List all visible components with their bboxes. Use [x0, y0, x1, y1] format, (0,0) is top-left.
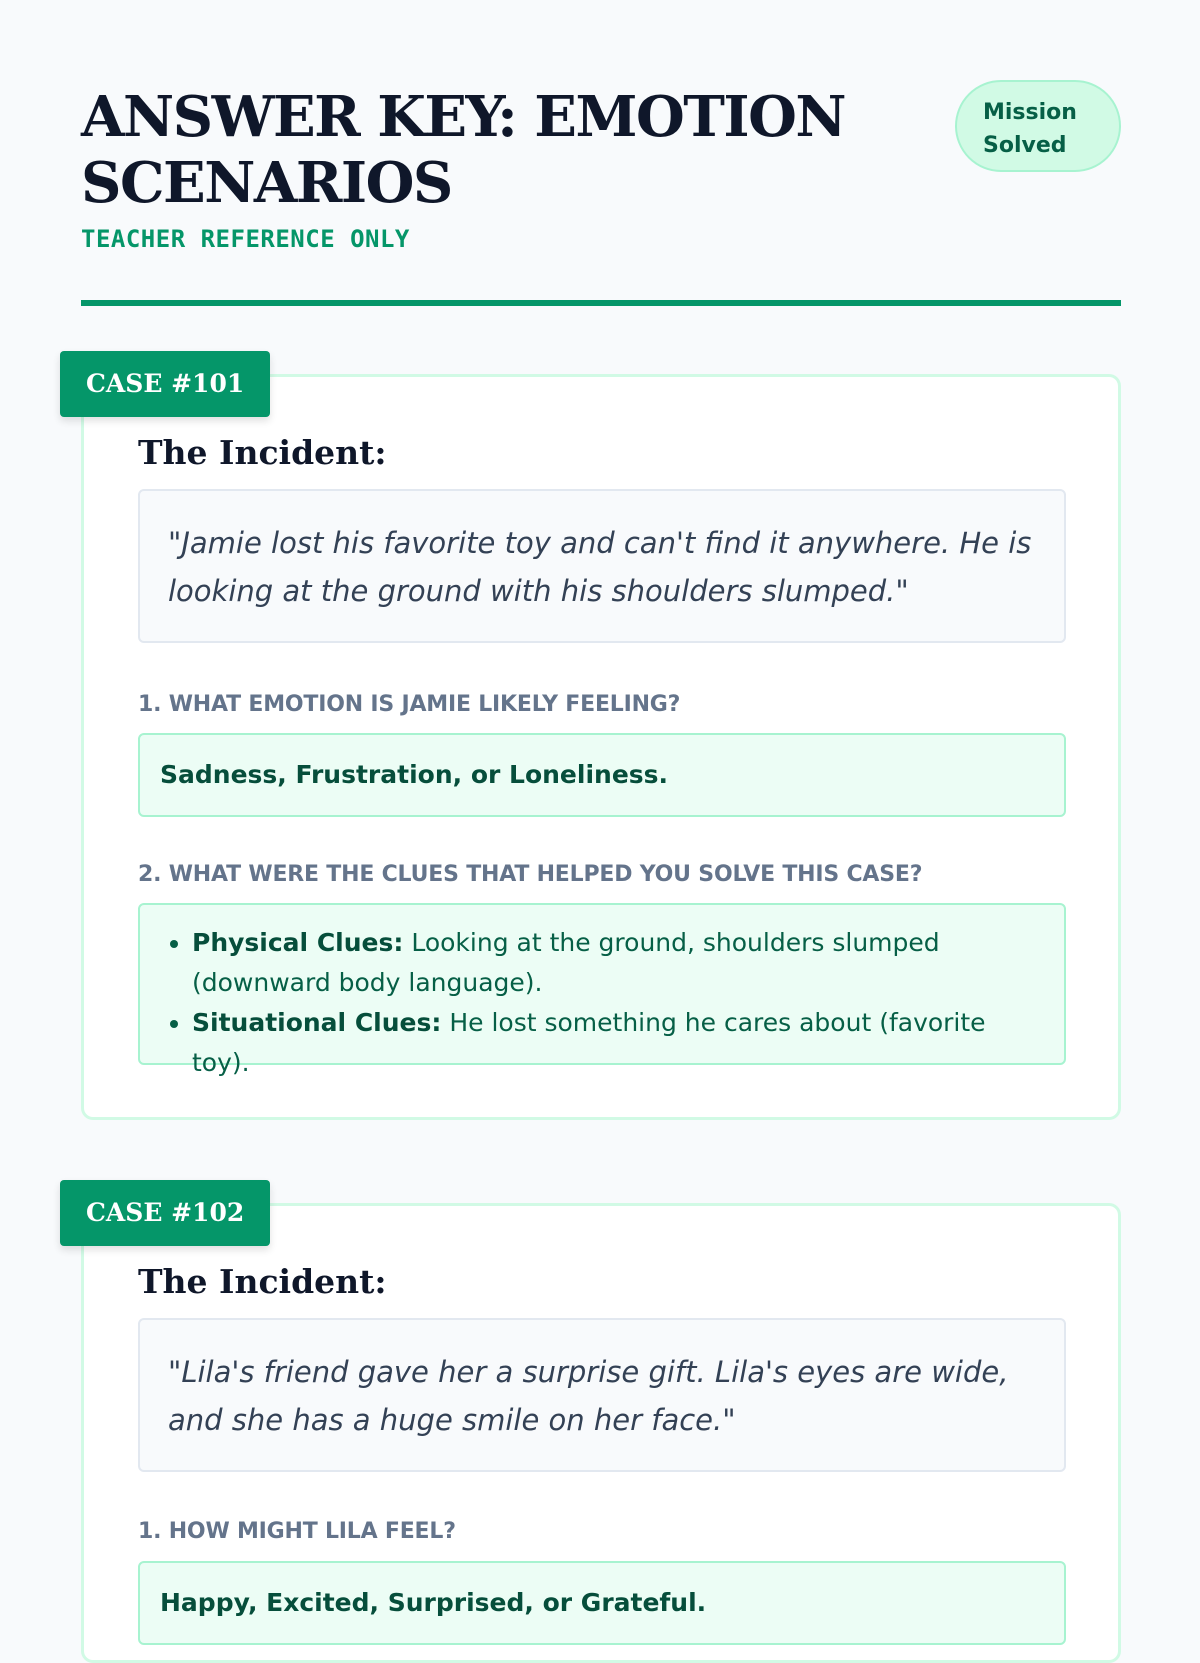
incident-heading: The Incident:: [138, 1262, 387, 1301]
question-2: 2. WHAT WERE THE CLUES THAT HELPED YOU SOLVE THIS CASE?: [138, 862, 923, 887]
page-subtitle: TEACHER REFERENCE ONLY: [81, 225, 410, 253]
clue-list: [140, 905, 1064, 1101]
clue-text: He lost something he cares about (favorite toy).: [192, 1008, 986, 1077]
page-title: ANSWER KEY: EMOTION SCENARIOS: [81, 84, 846, 216]
incident-quote: "Lila's friend gave her a surprise gift. Lila's eyes are wide, and she has a huge smile on her face.": [138, 1318, 1066, 1472]
mission-solved-badge: Mission Solved: [955, 80, 1121, 172]
clue-text: Looking at the ground, shoulders slumped (downward body language).: [192, 928, 940, 997]
answer-2-clues: [138, 903, 1066, 1077]
question-1: 1. WHAT EMOTION IS JAMIE LIKELY FEELING?: [138, 692, 681, 717]
header-divider: [81, 300, 1121, 306]
answer-key-page: [81, 0, 1121, 1617]
incident-quote: "Jamie lost his favorite toy and can't find it anywhere. He is looking at the ground with his shoulders slumped.": [138, 489, 1066, 643]
clue-label: Physical Clues:: [192, 928, 404, 957]
answer-1: Happy, Excited, Surprised, or Grateful.: [138, 1561, 1066, 1645]
case-card-102: [81, 1198, 1121, 1663]
answer-1: Sadness, Frustration, or Loneliness.: [138, 733, 1066, 817]
list-item: [192, 1003, 1044, 1083]
clue-label: Situational Clues:: [192, 1008, 442, 1037]
incident-heading: The Incident:: [138, 433, 387, 472]
list-item: [192, 923, 1044, 1003]
case-tab-102: CASE #102: [60, 1180, 270, 1246]
case-card-101: [81, 369, 1121, 1120]
question-1: 1. HOW MIGHT LILA FEEL?: [138, 1519, 456, 1544]
page-header: [81, 0, 1121, 306]
case-tab-101: CASE #101: [60, 351, 270, 417]
